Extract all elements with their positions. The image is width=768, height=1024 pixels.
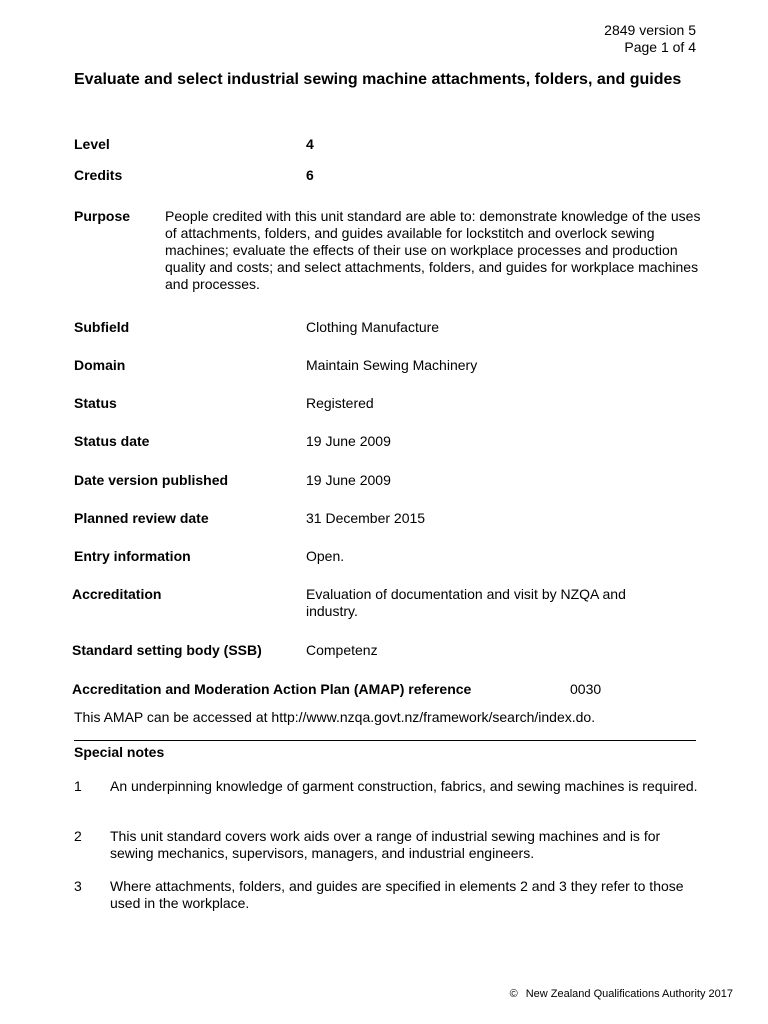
level-value: 4: [306, 136, 314, 152]
note-text: Where attachments, folders, and guides are specified in elements 2 and 3 they refer to those used in the workplace.: [110, 878, 684, 911]
ssb-value: Competenz: [306, 642, 378, 658]
purpose-label: Purpose: [74, 208, 131, 224]
accreditation-value: Evaluation of documentation and visit by NZQA and industry.: [306, 586, 626, 619]
amap-label: Accreditation and Moderation Action Plan (AMAP) reference: [72, 681, 472, 697]
footer: [510, 987, 733, 1001]
subfield-value: Clothing Manufacture: [306, 319, 440, 335]
ssb-label: Standard setting body (SSB): [72, 642, 262, 658]
entry-information-value: Open.: [306, 548, 345, 564]
special-notes-title: Special notes: [74, 744, 165, 760]
note-number: 1: [74, 778, 82, 794]
planned-review-date-label: Planned review date: [74, 510, 209, 526]
status-date-label: Status date: [74, 433, 150, 449]
planned-review-date-value: 31 December 2015: [306, 510, 426, 526]
page-number: Page 1 of 4: [624, 39, 696, 55]
status-label: Status: [74, 395, 117, 411]
purpose-value: People credited with this unit standard are able to: demonstrate knowledge of the uses of attachments, folders, and guides available for lockstitch and overlock sewing machines; evaluate the effects of their use on workplace processes and production quality and costs; and select attachments, folders, and guides for workplace machines and processes.: [165, 208, 701, 292]
amap-value: 0030: [570, 681, 602, 697]
note-number: 2: [74, 828, 82, 844]
note-number: 3: [74, 878, 82, 894]
credits-value: 6: [306, 167, 314, 183]
note-text: This unit standard covers work aids over a range of industrial sewing machines and is for sewing mechanics, supervisors, managers, and industrial engineers.: [110, 828, 661, 861]
document-header: [604, 22, 696, 56]
date-version-published-label: Date version published: [74, 472, 229, 488]
date-version-published-value: 19 June 2009: [306, 472, 391, 488]
section-divider: [74, 740, 696, 741]
copyright-symbol: ©: [509, 988, 518, 1000]
note-text: An underpinning knowledge of garment construction, fabrics, and sewing machines is required.: [110, 778, 698, 794]
status-value: Registered: [306, 395, 374, 411]
accreditation-label: Accreditation: [72, 586, 162, 602]
credits-label: Credits: [74, 167, 123, 183]
domain-value: Maintain Sewing Machinery: [306, 357, 478, 373]
amap-access-text: This AMAP can be accessed at http://www.nzqa.govt.nz/framework/search/index.do.: [74, 709, 596, 725]
page-title: Evaluate and select industrial sewing machine attachments, folders, and guides: [74, 71, 682, 88]
status-date-value: 19 June 2009: [306, 433, 391, 449]
copyright-text: New Zealand Qualifications Authority 2017: [525, 988, 733, 1000]
subfield-label: Subfield: [74, 319, 130, 335]
entry-information-label: Entry information: [74, 548, 191, 564]
level-label: Level: [74, 136, 110, 152]
version-number: 2849 version 5: [604, 22, 696, 38]
domain-label: Domain: [74, 357, 126, 373]
